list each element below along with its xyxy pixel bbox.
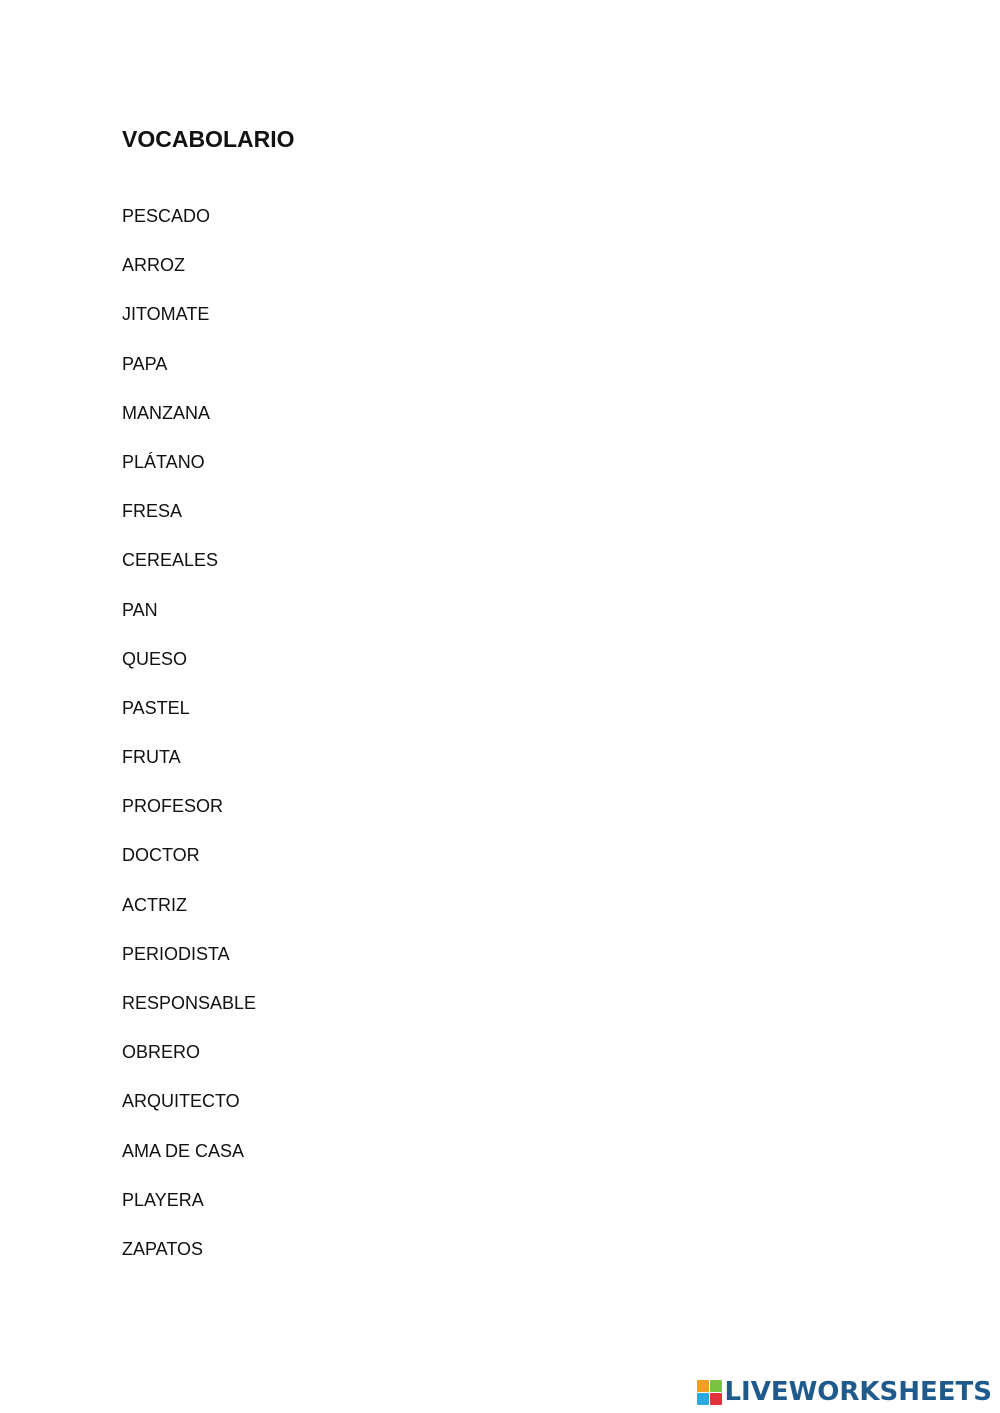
vocabulary-list <box>122 203 256 1285</box>
list-item: AMA DE CASA <box>122 1140 245 1161</box>
list-item: CEREALES <box>122 550 219 571</box>
list-item: PASTEL <box>122 697 190 718</box>
list-item: PAN <box>122 599 158 620</box>
brand-text: LIVEWORKSHEETS <box>724 1377 992 1407</box>
list-item: PLAYERA <box>122 1189 204 1210</box>
list-item: JITOMATE <box>122 304 210 325</box>
list-item: ACTRIZ <box>122 894 187 915</box>
page-title: VOCABOLARIO <box>122 126 295 152</box>
list-item: DOCTOR <box>122 845 200 866</box>
list-item: RESPONSABLE <box>122 993 257 1013</box>
list-item: MANZANA <box>122 402 211 423</box>
list-item: ZAPATOS <box>122 1238 204 1259</box>
list-item: PESCADO <box>122 206 211 226</box>
list-item: PERIODISTA <box>122 943 230 964</box>
list-item: PROFESOR <box>122 796 224 817</box>
list-item: FRUTA <box>122 747 181 768</box>
list-item: OBRERO <box>122 1042 201 1063</box>
list-item: FRESA <box>122 501 183 522</box>
liveworksheets-brand <box>697 1377 992 1407</box>
liveworksheets-logo-icon <box>697 1380 721 1404</box>
list-item: PAPA <box>122 353 168 374</box>
list-item: ARQUITECTO <box>122 1091 240 1112</box>
list-item: PLÁTANO <box>122 451 205 472</box>
list-item: QUESO <box>122 648 188 669</box>
list-item: ARROZ <box>122 255 185 276</box>
